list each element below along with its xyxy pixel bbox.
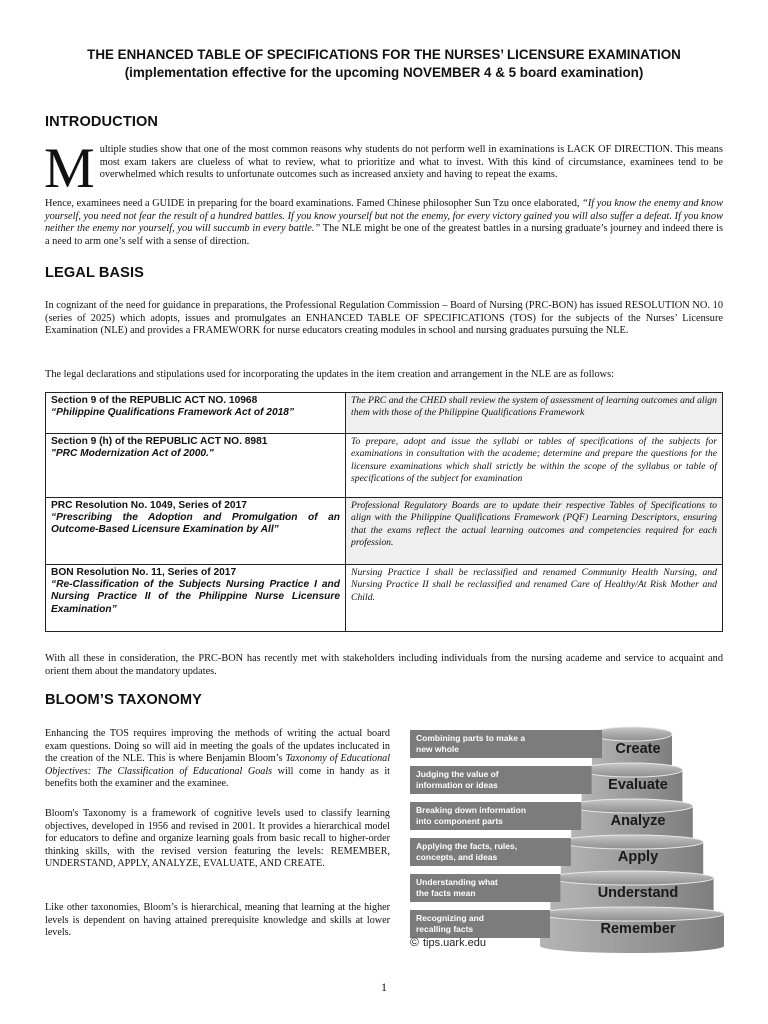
level-label: Remember — [600, 921, 676, 937]
level-description-line-1: Understanding what — [416, 877, 498, 887]
law-title: “Re-Classification of the Subjects Nursing Practice I and Nursing Practice II of the Philippine Nurse Licensure Examination” — [51, 579, 340, 615]
title-line-2: (implementation effective for the upcoming NOVEMBER 4 & 5 board examination) — [124, 65, 644, 80]
law-cell — [46, 393, 346, 434]
level-description-line-1: Applying the facts, rules, — [416, 841, 518, 851]
stipulation-cell: The PRC and the CHED shall review the system of assessment of learning outcomes and align them with those of the Philippine Qualifications Framework — [346, 393, 723, 434]
level-description-line-2: recalling facts — [416, 924, 474, 934]
level-description-line-2: concepts, and ideas — [416, 852, 498, 862]
pyramid-tier-top — [592, 727, 672, 741]
legal-basis-paragraph-3: With all these in consideration, the PRC-BON has recently met with stakeholders including individuals from the nursing academe and service to acquaint and orient them about the mandatory updates. — [45, 653, 723, 677]
level-label: Create — [615, 741, 661, 757]
law-title: “Prescribing the Adoption and Promulgation of an Outcome-Based Licensure Examination by All” — [51, 512, 340, 536]
introduction-paragraph-2 — [45, 198, 723, 248]
law-cell — [46, 434, 346, 498]
title-line-1: THE ENHANCED TABLE OF SPECIFICATIONS FOR THE NURSES’ LICENSURE EXAMINATION — [87, 47, 681, 62]
level-label: Evaluate — [608, 777, 668, 793]
table-row — [46, 393, 723, 434]
pyramid-tier-top — [540, 907, 724, 921]
level-description-line-1: Recognizing and — [416, 913, 484, 923]
credit-text: tips.uark.edu — [423, 937, 486, 949]
level-description-line-2: the facts mean — [416, 888, 476, 898]
intro-p2-start: Hence, examinees need a GUIDE in preparing for the board examinations. Famed Chinese philosopher Sun Tzu once elaborated, — [45, 198, 583, 209]
pyramid-tier-top — [571, 799, 693, 813]
pyramid-tier-top — [561, 835, 703, 849]
introduction-paragraph-1 — [44, 137, 723, 200]
stipulation-cell: Nursing Practice I shall be reclassified and renamed Community Health Nursing, and Nursing Practice II shall be reclassified and renamed Care of Healthy/At Risk Mother and Child. — [346, 565, 723, 632]
level-description-line-2: new whole — [416, 744, 459, 754]
pyramid-tier-top — [550, 871, 713, 885]
blooms-taxonomy-heading: BLOOM’S TAXONOMY — [45, 692, 202, 708]
law-cell — [46, 565, 346, 632]
table-row — [46, 434, 723, 498]
introduction-paragraph-1-text: ultiple studies show that one of the most common reasons why students do not perform well in examinations is LACK OF DIRECTION. This means most exam takers are clueless of what to review, what to prioritize and what to invest. With this kind of circumstance, examinees tend to be overwhelmed which results to unfortunate outcomes such as increased anxiety and having to repeat the exams. — [99, 144, 723, 181]
law-cell — [46, 498, 346, 565]
law-name: Section 9 (h) of the REPUBLIC ACT NO. 8981 — [51, 436, 268, 447]
drop-cap: M — [44, 137, 95, 200]
blooms-paragraph-3: Like other taxonomies, Bloom’s is hierarchical, meaning that learning at the higher levels is dependent on having attained prerequisite knowledge and skills at lower levels. — [45, 902, 390, 938]
introduction-heading: INTRODUCTION — [45, 114, 159, 130]
copyright-icon: © — [410, 935, 419, 949]
legal-basis-heading: LEGAL BASIS — [45, 265, 144, 281]
blooms-paragraph-1 — [45, 728, 390, 791]
law-title: "PRC Modernization Act of 2000." — [51, 448, 214, 460]
level-description-line-1: Combining parts to make a — [416, 733, 526, 743]
level-description-line-1: Breaking down information — [416, 805, 527, 815]
blooms-p1-start: Enhancing the TOS requires improving the methods of writing the actual board exam questions. Doing so will aid in meeting the goals of the updates inclucated in the creation of the NLE. This is where Benjamin Bloom’s — [45, 728, 390, 764]
intro-p2-end: The NLE might be one of the greatest battles in a nursing graduate’s journey and indeed there is a need to arm one’s self with a sense of direction. — [45, 223, 724, 247]
level-description-line-2: information or ideas — [416, 780, 498, 790]
law-name: BON Resolution No. 11, Series of 2017 — [51, 567, 237, 578]
level-label: Understand — [597, 885, 679, 901]
legal-basis-table — [45, 392, 723, 632]
legal-basis-paragraph-2: The legal declarations and stipulations used for incorporating the updates in the item creation and arrangement in the NLE are as follows: — [45, 369, 615, 380]
level-label: Apply — [617, 849, 659, 865]
pyramid-tier-top — [582, 763, 683, 777]
blooms-p1-end: will come in handy as it benefits both the examiner and the examinee. — [45, 765, 390, 789]
blooms-paragraph-2: Bloom's Taxonomy is a framework of cognitive levels used to classify learning objectives, developed in 1956 and revised in 2001. It provides a hierarchical model for educators to define and organize learning goals from basic recall to higher-order thinking skills, with the revised version featuring the levels: REMEMBER, UNDERSTAND, APPLY, ANALYZE, EVALUATE, AND CREATE. — [45, 808, 390, 869]
book-title: Taxonomy of Educational Objectives: The Classification of Educational Goals — [45, 753, 391, 777]
law-title: “Philippine Qualifications Framework Act of 2018” — [51, 407, 295, 419]
document-title — [45, 46, 723, 82]
blooms-pyramid-figure — [408, 724, 728, 954]
legal-basis-paragraph-1: In cognizant of the need for guidance in preparations, the Professional Regulation Commission – Board of Nursing (PRC-BON) has issued RESOLUTION NO. 10 (series of 2025) which adopts, issues and promulgates an ENHANCED TABLE OF SPECIFICATIONS (TOS) for the subjects of the Nurses’ Licensure Examination (NLE) and provides a FRAMEWORK for nurse educators creating modules in school and nursing graduates pursuing the NLE. — [45, 300, 723, 337]
level-description-line-1: Judging the value of — [416, 769, 499, 779]
sun-tzu-quote: “If you know the enemy and know yourself, you need not fear the result of a hundred battles. If you know yourself but not the enemy, for every victory gained you will also suffer a defeat. If you know neither the enemy nor yourself, you will succumb in every battle.” — [45, 198, 723, 235]
table-row — [46, 498, 723, 565]
level-description-line-2: into component parts — [416, 816, 503, 826]
table-row — [46, 565, 723, 632]
stipulation-cell: To prepare, adopt and issue the syllabi or tables of specifications of the subjects for examinations in consultation with the academe; determine and prepare the questions for the licensure examinations which shall strictly be within the scope of the syllabus or table of specifications of the subject for examination — [346, 434, 723, 498]
stipulation-cell: Professional Regulatory Boards are to update their respective Tables of Specifications to align with the Philippine Qualifications Framework (PQF) Learning Descriptors, ensuring that the exams reflect the actual learning outcomes and competencies required for each profession. — [346, 498, 723, 565]
law-name: Section 9 of the REPUBLIC ACT NO. 10968 — [51, 395, 258, 406]
law-name: PRC Resolution No. 1049, Series of 2017 — [51, 500, 247, 511]
level-label: Analyze — [610, 813, 666, 829]
page-number: 1 — [381, 980, 387, 994]
